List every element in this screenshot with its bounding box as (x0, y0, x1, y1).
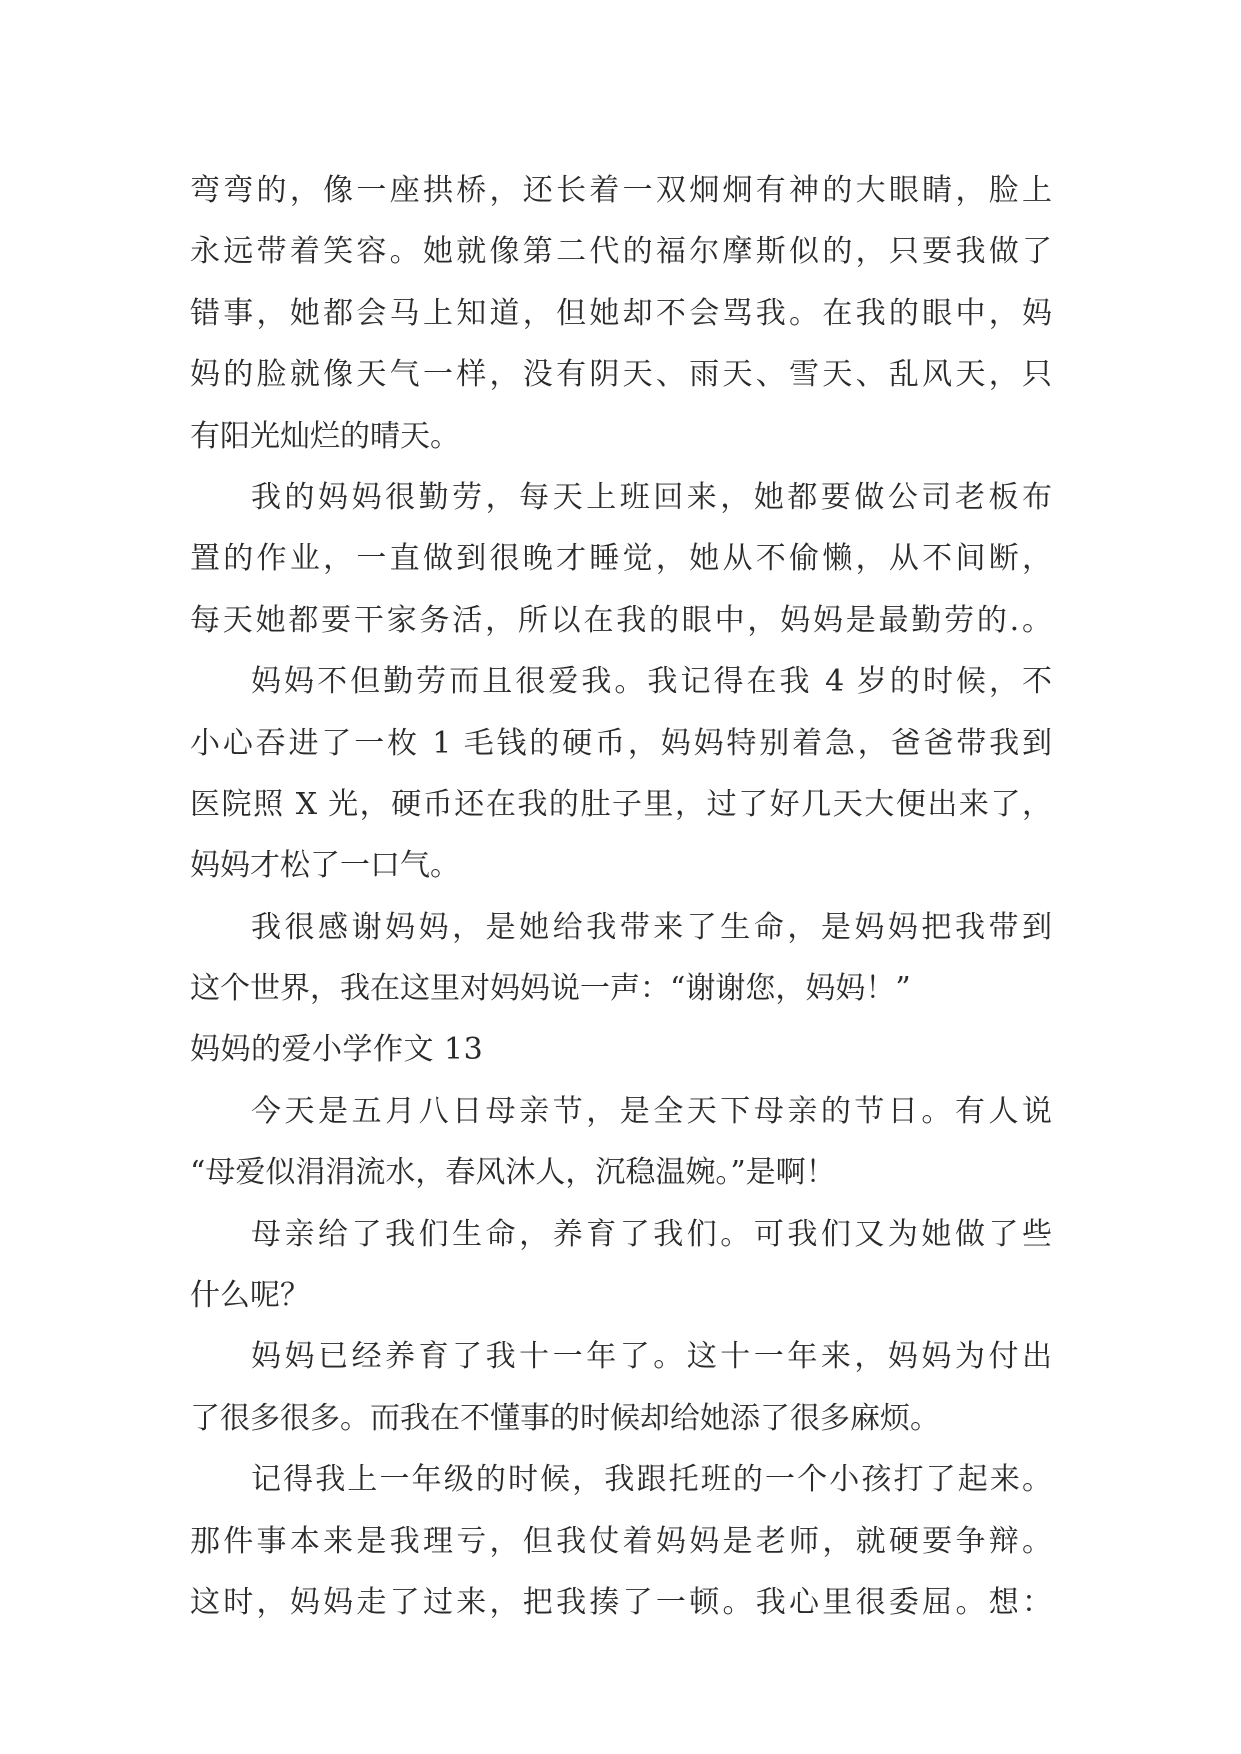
text-line: 置的作业，一直做到很晚才睡觉，她从不偷懒，从不间断， (190, 541, 1052, 577)
text-line: 这个世界，我在这里对妈妈说一声：“谢谢您，妈妈！” (190, 971, 911, 1007)
text-line: 永远带着笑容。她就像第二代的福尔摩斯似的，只要我做了 (190, 234, 1052, 270)
text-line: 妈妈才松了一口气。 (190, 848, 460, 884)
text-line: 妈妈不但勤劳而且很爱我。我记得在我 4 岁的时候，不 (251, 664, 1052, 700)
text-line: 每天她都要干家务活，所以在我的眼中，妈妈是最勤劳的.。 (190, 602, 1052, 638)
section-title: 妈妈的爱小学作文 13 (190, 1032, 484, 1068)
text-line: 记得我上一年级的时候，我跟托班的一个小孩打了起来。 (251, 1462, 1052, 1498)
text-line: 了很多很多。而我在不懂事的时候却给她添了很多麻烦。 (190, 1400, 940, 1436)
text-line: 妈妈已经养育了我十一年了。这十一年来，妈妈为付出 (251, 1339, 1052, 1375)
document-body (190, 160, 1052, 1633)
text-line: 医院照 X 光，硬币还在我的肚子里，过了好几天大便出来了， (190, 786, 1052, 822)
text-line: 弯弯的，像一座拱桥，还长着一双炯炯有神的大眼睛，脸上 (190, 173, 1052, 208)
text-line: “母爱似涓涓流水，春风沐人，沉稳温婉。”是啊！ (190, 1155, 836, 1191)
text-line: 小心吞进了一枚 1 毛钱的硬币，妈妈特别着急，爸爸带我到 (190, 725, 1052, 761)
text-line: 我很感谢妈妈，是她给我带来了生命，是妈妈把我带到 (251, 909, 1052, 945)
text-line: 有阳光灿烂的晴天。 (190, 418, 460, 454)
text-line: 母亲给了我们生命，养育了我们。可我们又为她做了些 (251, 1216, 1052, 1252)
text-line: 这时，妈妈走了过来，把我揍了一顿。我心里很委屈。想： (190, 1584, 1052, 1620)
text-line: 妈的脸就像天气一样，没有阴天、雨天、雪天、乱风天，只 (190, 357, 1052, 393)
text-line: 那件事本来是我理亏，但我仗着妈妈是老师，就硬要争辩。 (190, 1523, 1052, 1559)
text-line: 什么呢？ (190, 1278, 310, 1314)
text-line: 错事，她都会马上知道，但她却不会骂我。在我的眼中，妈 (190, 295, 1052, 331)
text-line: 今天是五月八日母亲节，是全天下母亲的节日。有人说 (251, 1093, 1052, 1129)
text-line: 我的妈妈很勤劳，每天上班回来，她都要做公司老板布 (251, 479, 1052, 515)
